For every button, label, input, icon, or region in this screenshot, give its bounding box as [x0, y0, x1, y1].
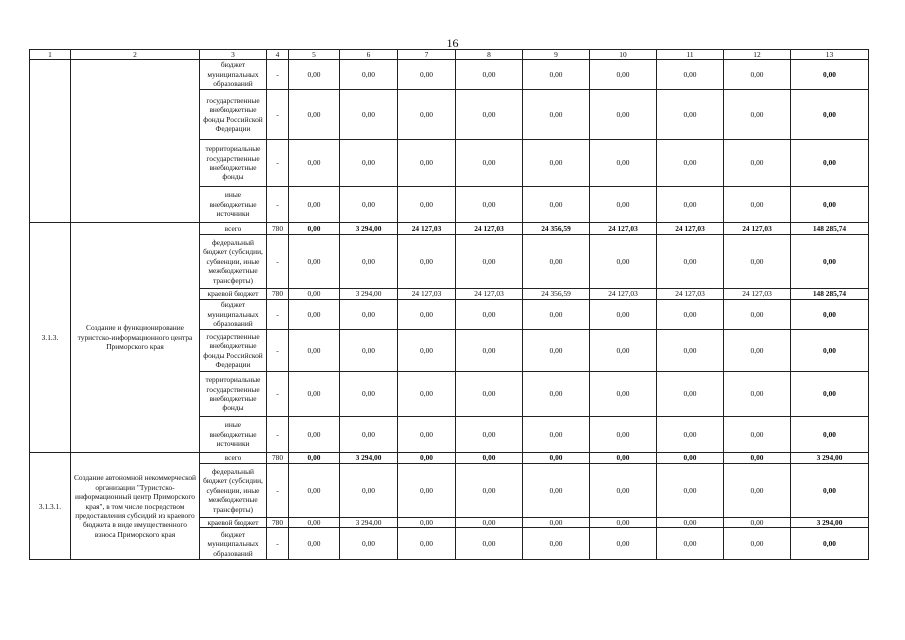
total-cell: 0,00 [791, 417, 869, 453]
value-cell: 0,00 [523, 90, 590, 140]
value-cell: 0,00 [398, 187, 456, 223]
value-cell: 0,00 [523, 518, 590, 528]
value-cell: 0,00 [657, 90, 724, 140]
total-cell: 0,00 [791, 187, 869, 223]
value-cell: 0,00 [724, 417, 791, 453]
value-cell: 0,00 [657, 187, 724, 223]
value-cell: 0,00 [724, 60, 791, 90]
value-cell: 0,00 [724, 187, 791, 223]
total-cell: 0,00 [791, 60, 869, 90]
value-cell: 24 127,03 [456, 223, 523, 235]
value-cell: 0,00 [590, 90, 657, 140]
value-cell: 0,00 [523, 60, 590, 90]
value-cell: 0,00 [289, 453, 340, 464]
header-cell: 13 [791, 50, 869, 60]
value-cell: 0,00 [590, 330, 657, 372]
value-cell: 0,00 [398, 300, 456, 330]
header-cell: 3 [200, 50, 267, 60]
value-cell: 24 127,03 [590, 289, 657, 300]
value-cell: 0,00 [340, 90, 398, 140]
table-row [30, 60, 869, 90]
value-cell: 0,00 [590, 417, 657, 453]
value-cell: 0,00 [340, 187, 398, 223]
value-cell: 0,00 [657, 330, 724, 372]
value-cell: 0,00 [590, 518, 657, 528]
value-cell: 0,00 [456, 417, 523, 453]
value-cell: 0,00 [456, 453, 523, 464]
header-cell: 5 [289, 50, 340, 60]
value-cell: 24 127,03 [657, 289, 724, 300]
header-cell: 6 [340, 50, 398, 60]
value-cell: 24 127,03 [724, 289, 791, 300]
value-cell: 0,00 [590, 453, 657, 464]
funding-source: бюджет муниципальных образований [200, 60, 267, 90]
value-cell: 0,00 [724, 518, 791, 528]
value-cell: 0,00 [590, 187, 657, 223]
value-cell: 0,00 [523, 187, 590, 223]
table-row [30, 453, 869, 464]
value-cell: 0,00 [289, 60, 340, 90]
value-cell: 0,00 [398, 60, 456, 90]
total-cell: 0,00 [791, 330, 869, 372]
value-cell: 24 127,03 [398, 223, 456, 235]
value-cell: 0,00 [289, 417, 340, 453]
value-cell: 0,00 [724, 330, 791, 372]
total-cell: 0,00 [791, 528, 869, 560]
value-cell: 0,00 [398, 90, 456, 140]
budget-code: 780 [267, 289, 289, 300]
value-cell: 0,00 [289, 289, 340, 300]
budget-code: - [267, 464, 289, 518]
value-cell: 0,00 [289, 372, 340, 417]
value-cell: 0,00 [657, 372, 724, 417]
funding-source: краевой бюджет [200, 289, 267, 300]
funding-source: федеральный бюджет (субсидии, субвенции, иные межбюджетные трансферты) [200, 235, 267, 289]
header-cell: 4 [267, 50, 289, 60]
budget-code: 780 [267, 518, 289, 528]
value-cell: 0,00 [289, 90, 340, 140]
value-cell: 0,00 [456, 235, 523, 289]
value-cell: 0,00 [523, 528, 590, 560]
header-cell: 7 [398, 50, 456, 60]
value-cell: 0,00 [523, 417, 590, 453]
value-cell: 0,00 [657, 518, 724, 528]
value-cell: 0,00 [523, 453, 590, 464]
value-cell: 0,00 [456, 60, 523, 90]
section-name [71, 60, 200, 223]
value-cell: 0,00 [657, 453, 724, 464]
total-cell: 3 294,00 [791, 453, 869, 464]
value-cell: 0,00 [590, 140, 657, 187]
value-cell: 0,00 [523, 235, 590, 289]
value-cell: 0,00 [289, 187, 340, 223]
total-cell: 148 285,74 [791, 223, 869, 235]
value-cell: 0,00 [456, 300, 523, 330]
total-cell: 0,00 [791, 235, 869, 289]
funding-source: всего [200, 223, 267, 235]
value-cell: 0,00 [590, 464, 657, 518]
value-cell: 0,00 [724, 90, 791, 140]
value-cell: 0,00 [657, 235, 724, 289]
total-cell: 0,00 [791, 372, 869, 417]
funding-source: территориальные государственные внебюджетные фонды [200, 372, 267, 417]
section-code: 3.1.3. [30, 223, 71, 453]
value-cell: 0,00 [456, 372, 523, 417]
funding-source: государственные внебюджетные фонды Российской Федерации [200, 330, 267, 372]
value-cell: 0,00 [398, 140, 456, 187]
value-cell: 0,00 [724, 300, 791, 330]
value-cell: 0,00 [523, 140, 590, 187]
value-cell: 0,00 [340, 235, 398, 289]
budget-code: - [267, 235, 289, 289]
section-name: Создание и функционирование туристско-информационного центра Приморского края [71, 223, 200, 453]
budget-code: - [267, 372, 289, 417]
funding-source: бюджет муниципальных образований [200, 528, 267, 560]
funding-source: территориальные государственные внебюджетные фонды [200, 140, 267, 187]
value-cell: 0,00 [340, 417, 398, 453]
value-cell: 24 127,03 [657, 223, 724, 235]
funding-source: федеральный бюджет (субсидии, субвенции, иные межбюджетные трансферты) [200, 464, 267, 518]
value-cell: 0,00 [340, 528, 398, 560]
section-name: Создание автономной некоммерческой организации "Туристско-информационный центр Приморского края", в том числе посредством предоставления субсидий из краевого бюджета в виде имущественного взноса Приморского края [71, 453, 200, 560]
value-cell: 0,00 [590, 60, 657, 90]
value-cell: 0,00 [289, 300, 340, 330]
value-cell: 0,00 [456, 528, 523, 560]
value-cell: 3 294,00 [340, 453, 398, 464]
total-cell: 0,00 [791, 90, 869, 140]
value-cell: 0,00 [289, 140, 340, 187]
value-cell: 3 294,00 [340, 289, 398, 300]
budget-code: - [267, 528, 289, 560]
value-cell: 0,00 [657, 60, 724, 90]
value-cell: 0,00 [289, 235, 340, 289]
value-cell: 24 127,03 [456, 289, 523, 300]
header-cell: 10 [590, 50, 657, 60]
budget-code: - [267, 140, 289, 187]
value-cell: 0,00 [340, 60, 398, 90]
value-cell: 0,00 [724, 464, 791, 518]
total-cell: 3 294,00 [791, 518, 869, 528]
value-cell: 0,00 [523, 464, 590, 518]
budget-code: 780 [267, 223, 289, 235]
total-cell: 0,00 [791, 464, 869, 518]
funding-source: краевой бюджет [200, 518, 267, 528]
value-cell: 0,00 [657, 417, 724, 453]
value-cell: 0,00 [657, 300, 724, 330]
value-cell: 24 356,59 [523, 223, 590, 235]
value-cell: 0,00 [340, 300, 398, 330]
table-row [30, 223, 869, 235]
value-cell: 0,00 [340, 464, 398, 518]
value-cell: 0,00 [724, 372, 791, 417]
value-cell: 0,00 [398, 453, 456, 464]
value-cell: 0,00 [398, 417, 456, 453]
total-cell: 148 285,74 [791, 289, 869, 300]
funding-source: государственные внебюджетные фонды Российской Федерации [200, 90, 267, 140]
value-cell: 0,00 [523, 300, 590, 330]
funding-source: иные внебюджетные источники [200, 187, 267, 223]
value-cell: 0,00 [289, 330, 340, 372]
value-cell: 0,00 [398, 372, 456, 417]
budget-code: 780 [267, 453, 289, 464]
header-cell: 9 [523, 50, 590, 60]
value-cell: 0,00 [590, 372, 657, 417]
value-cell: 0,00 [456, 518, 523, 528]
total-cell: 0,00 [791, 300, 869, 330]
header-cell: 11 [657, 50, 724, 60]
header-cell: 1 [30, 50, 71, 60]
value-cell: 0,00 [456, 140, 523, 187]
section-code [30, 60, 71, 223]
value-cell: 0,00 [398, 330, 456, 372]
page-number: 16 [446, 36, 459, 50]
budget-code: - [267, 330, 289, 372]
value-cell: 24 127,03 [724, 223, 791, 235]
value-cell: 0,00 [456, 330, 523, 372]
value-cell: 0,00 [289, 464, 340, 518]
value-cell: 0,00 [398, 464, 456, 518]
value-cell: 0,00 [724, 140, 791, 187]
budget-code: - [267, 90, 289, 140]
value-cell: 0,00 [340, 330, 398, 372]
header-cell: 12 [724, 50, 791, 60]
budget-code: - [267, 300, 289, 330]
total-cell: 0,00 [791, 140, 869, 187]
value-cell: 0,00 [289, 518, 340, 528]
value-cell: 0,00 [724, 453, 791, 464]
value-cell: 0,00 [398, 235, 456, 289]
value-cell: 24 127,03 [590, 223, 657, 235]
value-cell: 3 294,00 [340, 223, 398, 235]
funding-source: иные внебюджетные источники [200, 417, 267, 453]
value-cell: 0,00 [398, 528, 456, 560]
value-cell: 0,00 [340, 372, 398, 417]
value-cell: 0,00 [657, 464, 724, 518]
value-cell: 24 127,03 [398, 289, 456, 300]
section-code: 3.1.3.1. [30, 453, 71, 560]
value-cell: 0,00 [590, 235, 657, 289]
value-cell: 0,00 [724, 528, 791, 560]
value-cell: 0,00 [456, 464, 523, 518]
value-cell: 0,00 [657, 528, 724, 560]
funding-source: бюджет муниципальных образований [200, 300, 267, 330]
value-cell: 0,00 [590, 300, 657, 330]
value-cell: 3 294,00 [340, 518, 398, 528]
value-cell: 0,00 [724, 235, 791, 289]
value-cell: 24 356,59 [523, 289, 590, 300]
header-row [30, 50, 869, 60]
value-cell: 0,00 [523, 372, 590, 417]
budget-code: - [267, 60, 289, 90]
value-cell: 0,00 [590, 528, 657, 560]
value-cell: 0,00 [523, 330, 590, 372]
header-cell: 8 [456, 50, 523, 60]
value-cell: 0,00 [657, 140, 724, 187]
value-cell: 0,00 [289, 223, 340, 235]
funding-source: всего [200, 453, 267, 464]
value-cell: 0,00 [398, 518, 456, 528]
budget-code: - [267, 187, 289, 223]
value-cell: 0,00 [456, 187, 523, 223]
value-cell: 0,00 [456, 90, 523, 140]
header-cell: 2 [71, 50, 200, 60]
value-cell: 0,00 [289, 528, 340, 560]
value-cell: 0,00 [340, 140, 398, 187]
budget-table [29, 49, 869, 560]
budget-code: - [267, 417, 289, 453]
